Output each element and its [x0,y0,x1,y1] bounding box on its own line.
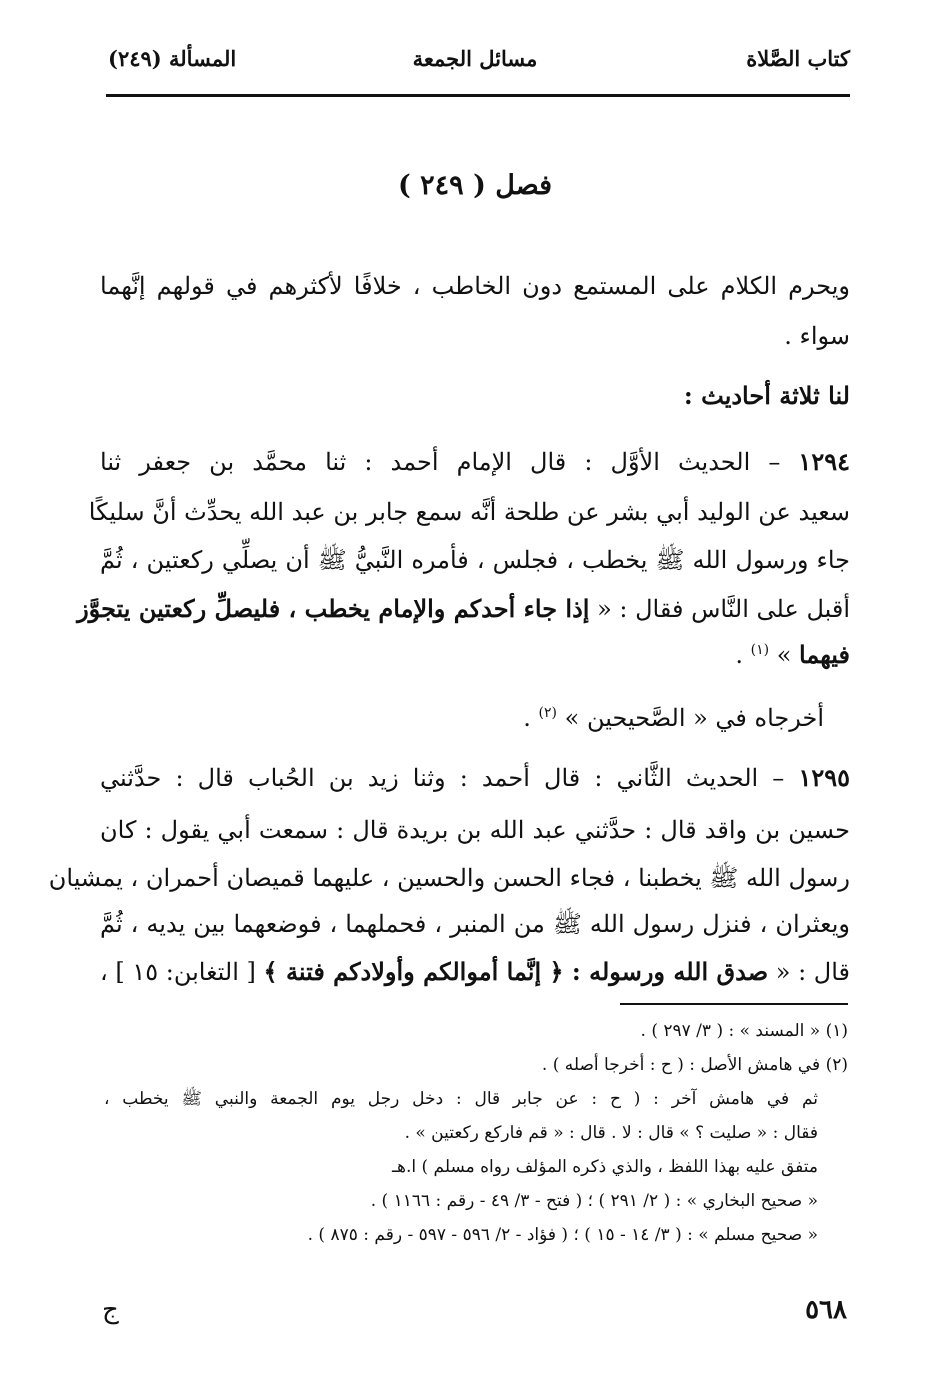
footnote-2-line: ثم في هامش آخر : ( ح : عن جابر قال : دخل رجل يوم الجمعة والنبي ﷺ يخطب ، [104,1089,818,1109]
hadith-number: ١٢٩٥ [798,763,850,792]
quran-reference: [ التغابن: ١٥ ] ، [99,958,256,986]
footnote-ref[interactable]: (٢) [538,705,557,721]
hadith-number: ١٢٩٤ [798,447,850,476]
hadith-text: قال : « [775,958,850,986]
hadith-text: – الحديث الثَّاني : قال أحمد : وثنا زيد بن الحُباب قال : حدَّثني [100,764,785,792]
footnote-2-line: متفق عليه بهذا اللفظ ، والذي ذكره المؤلف رواه مسلم ) ا.هـ [392,1157,818,1177]
hadith-1-line-3: جاء ورسول الله ﷺ يخطب ، فجلس ، فأمره النَّبيُّ ﷺ أن يصلِّي ركعتين ، ثُمَّ [100,546,850,574]
hadith-2-line-4: ويعثران ، فنزل رسول الله ﷺ من المنبر ، فحملهما ، فوضعهما بين يديه ، ثُمَّ [100,910,850,938]
footnote-1: (١) « المسند » : ( ٣/ ٢٩٧ ) . [640,1021,848,1041]
hadith-text: – الحديث الأوَّل : قال الإمام أحمد : ثنا محمَّد بن جعفر ثنا [100,448,781,476]
subheading: لنا ثلاثة أحاديث : [683,381,850,410]
page-number: ٥٦٨ [805,1295,847,1325]
footnote-2: (٢) في هامش الأصل : ( ح : أخرجا أصله ) . [541,1055,848,1075]
footnote-2-line: « صحيح البخاري » : ( ٢/ ٢٩١ ) ؛ ( فتح - ٣/ ٤٩ - رقم : ١١٦٦ ) . [370,1191,818,1211]
hadith-quote: فيهما [799,640,850,669]
footnote-ref[interactable]: (١) [750,642,770,658]
header-book-title: كتاب الصَّلاة [746,46,850,71]
hadith-1-line-4 [77,591,850,627]
footnote-2-line: « صحيح مسلم » : ( ٣/ ١٤ - ١٥ ) ؛ ( فؤاد - ٢/ ٥٩٦ - ٥٩٧ - رقم : ٨٧٥ ) . [307,1225,818,1245]
hadith-text: » [776,641,792,669]
hadith-1-line-2: سعيد عن الوليد أبي بشر عن طلحة أنَّه سمع جابر بن عبد الله يحدِّث أنَّ سليكًا [88,498,850,526]
header-rule [106,94,850,97]
hadith-quote: صدق الله ورسوله : ﴿ إنَّما أموالكم وأولادكم فتنة ﴾ [263,957,769,986]
hadith-quote: إذا جاء أحدكم والإمام يخطب ، فليصلِّ ركعتين يتجوَّز [77,594,590,623]
paragraph-line: ويحرم الكلام على المستمع دون الخاطب ، خلافًا لأكثرهم في قولهم إنَّهما [100,272,850,300]
agreed-end: . [523,704,531,732]
hadith-2-line-1 [100,760,850,796]
header-issue-number: المسألة (٢٤٩) [108,46,237,71]
hadith-text: . [735,641,743,669]
footnote-rule [620,1003,848,1005]
signature-mark: ج [102,1295,119,1325]
footnote-2-line: فقال : « صليت ؟ » قال : لا . قال : « قم فاركع ركعتين » . [404,1123,818,1143]
agreed-line [523,700,824,736]
hadith-1-line-5 [735,637,850,673]
hadith-2-line-3: رسول الله ﷺ يخطبنا ، فجاء الحسن والحسين ، عليهما قميصان أحمران ، يمشيان [48,864,850,892]
agreed-text: أخرجاه في « الصَّحيحين » [564,704,824,732]
hadith-2-line-5 [100,954,850,990]
hadith-2-line-2: حسين بن واقد قال : حدَّثني عبد الله بن بريدة قال : سمعت أبي يقول : كان [100,816,850,844]
section-title: فصل ( ٢٤٩ ) [397,170,553,201]
header-chapter-title: مسائل الجمعة [412,46,538,71]
hadith-1-line-1 [100,444,850,480]
hadith-text: أقبل على النَّاس فقال : « [597,595,850,623]
paragraph-line: سواء . [784,322,850,350]
